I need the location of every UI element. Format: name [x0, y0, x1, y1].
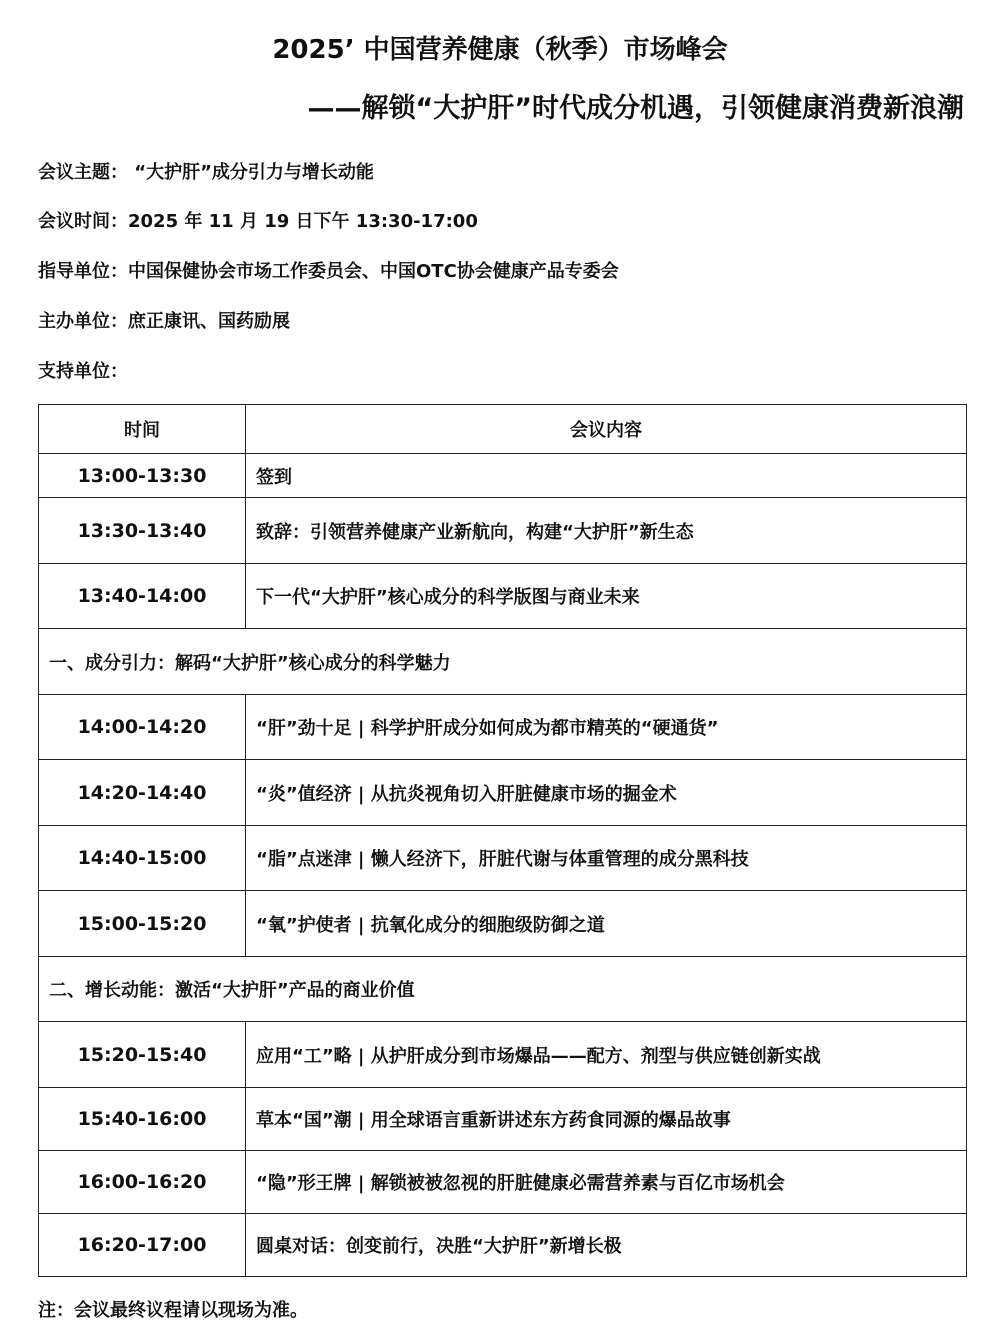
- row-content: 下一代“大护肝”核心成分的科学版图与商业未来: [246, 564, 967, 629]
- row-content: 致辞：引领营养健康产业新航向，构建“大护肝”新生态: [246, 498, 967, 564]
- section-title: 一、成分引力：解码“大护肝”核心成分的科学魅力: [39, 629, 967, 695]
- page-title: 2025’ 中国营养健康（秋季）市场峰会: [272, 35, 728, 65]
- info-support-label: 支持单位：: [38, 361, 128, 382]
- info-time-label: 会议时间：: [38, 211, 128, 232]
- row-content: 应用“工”略 | 从护肝成分到市场爆品——配方、剂型与供应链创新实战: [246, 1022, 967, 1088]
- info-guide: [38, 259, 968, 285]
- info-host-value: 庶正康讯、国药励展: [128, 311, 290, 332]
- table-row: [39, 760, 967, 826]
- info-guide-label: 指导单位：: [38, 261, 128, 282]
- row-content: “脂”点迷津 | 懒人经济下，肝脏代谢与体重管理的成分黑科技: [246, 826, 967, 891]
- header-time: 时间: [39, 405, 246, 454]
- row-time: 13:40-14:00: [39, 564, 246, 629]
- row-time: 15:00-15:20: [39, 891, 246, 957]
- row-time: 14:40-15:00: [39, 826, 246, 891]
- row-content: “氧”护使者 | 抗氧化成分的细胞级防御之道: [246, 891, 967, 957]
- table-row: [39, 564, 967, 629]
- table-row: [39, 498, 967, 564]
- row-content: 圆桌对话：创变前行，决胜“大护肝”新增长极: [246, 1214, 967, 1277]
- info-host-label: 主办单位：: [38, 311, 128, 332]
- row-time: 13:00-13:30: [39, 454, 246, 498]
- table-row: [39, 826, 967, 891]
- table-row: [39, 454, 967, 498]
- table-row: [39, 1214, 967, 1277]
- row-content: “隐”形王牌 | 解锁被被忽视的肝脏健康必需营养素与百亿市场机会: [246, 1151, 967, 1214]
- info-theme-value: “大护肝”成分引力与增长动能: [128, 162, 374, 183]
- row-content: 签到: [246, 454, 967, 498]
- section-row: [39, 629, 967, 695]
- section-title: 二、增长动能：激活“大护肝”产品的商业价值: [39, 957, 967, 1022]
- row-content: “炎”值经济 | 从抗炎视角切入肝脏健康市场的掘金术: [246, 760, 967, 826]
- header-content: 会议内容: [246, 405, 967, 454]
- footer-note: 注：会议最终议程请以现场为准。: [38, 1300, 308, 1321]
- info-theme-label: 会议主题：: [38, 162, 128, 183]
- table-row: [39, 1151, 967, 1214]
- info-time: [38, 209, 968, 235]
- row-content: “肝”劲十足 | 科学护肝成分如何成为都市精英的“硬通货”: [246, 695, 967, 760]
- info-support: [38, 359, 968, 385]
- row-time: 14:00-14:20: [39, 695, 246, 760]
- row-time: 14:20-14:40: [39, 760, 246, 826]
- section-row: [39, 957, 967, 1022]
- info-theme: [38, 160, 968, 186]
- info-host: [38, 309, 968, 335]
- page-subtitle: ——解锁“大护肝”时代成分机遇，引领健康消费新浪潮: [307, 93, 964, 124]
- table-header-row: [39, 405, 967, 454]
- info-guide-value: 中国保健协会市场工作委员会、中国OTC协会健康产品专委会: [128, 261, 619, 282]
- row-content: 草本“国”潮 | 用全球语言重新讲述东方药食同源的爆品故事: [246, 1088, 967, 1151]
- table-row: [39, 695, 967, 760]
- agenda-table: [38, 404, 967, 1277]
- row-time: 15:20-15:40: [39, 1022, 246, 1088]
- table-row: [39, 1088, 967, 1151]
- table-row: [39, 1022, 967, 1088]
- row-time: 16:20-17:00: [39, 1214, 246, 1277]
- row-time: 15:40-16:00: [39, 1088, 246, 1151]
- row-time: 16:00-16:20: [39, 1151, 246, 1214]
- table-row: [39, 891, 967, 957]
- info-time-value: 2025 年 11 月 19 日下午 13:30-17:00: [128, 211, 478, 232]
- row-time: 13:30-13:40: [39, 498, 246, 564]
